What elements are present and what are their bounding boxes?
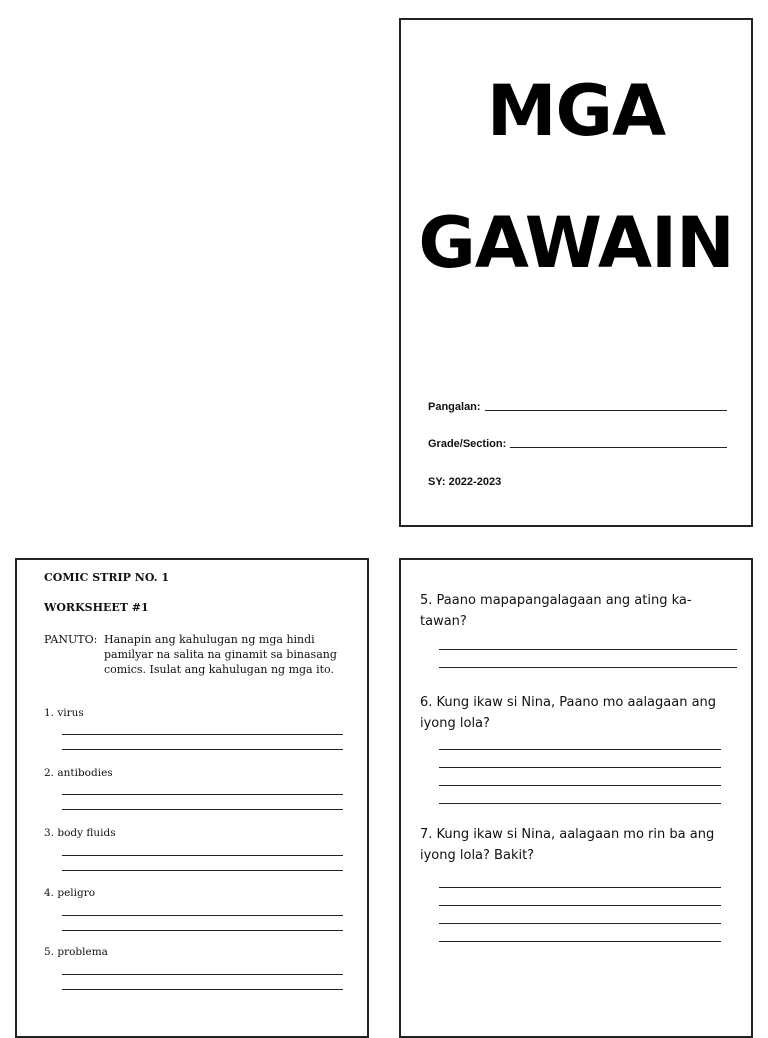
answer-lines[interactable] (439, 870, 721, 942)
vocab-item: 4. peligro (44, 887, 96, 899)
instructions (44, 632, 354, 677)
cover-title-line1: MGA (486, 70, 666, 152)
answer-lines[interactable] (62, 901, 343, 931)
comic-strip-heading: COMIC STRIP NO. 1 (44, 571, 170, 584)
instructions-label: PANUTO: (44, 633, 98, 646)
instructions-text: Hanapin ang kahulugan ng mga hindi pamilyar na salita na ginamit sa binasang comics. Isulat ang kahulugan ng mga ito. (104, 633, 337, 676)
name-blank-line (485, 409, 727, 411)
worksheet-heading: WORKSHEET #1 (44, 601, 149, 614)
school-year-label: SY: 2022-2023 (428, 476, 502, 488)
answer-lines[interactable] (439, 732, 721, 804)
vocab-item: 3. body fluids (44, 827, 116, 839)
grade-section-label: Grade/Section: (428, 438, 507, 450)
answer-lines[interactable] (439, 632, 737, 668)
answer-lines[interactable] (62, 720, 343, 750)
name-field[interactable] (428, 401, 727, 413)
question-item: 7. Kung ikaw si Nina, aalagaan mo rin ba ang iyong lola? Bakit? (420, 827, 715, 863)
worksheet-page (15, 558, 369, 1038)
vocab-item: 1. virus (44, 707, 84, 719)
name-label: Pangalan: (428, 401, 481, 413)
questions-page (399, 558, 753, 1038)
vocab-item: 2. antibodies (44, 767, 113, 779)
answer-lines[interactable] (62, 960, 343, 990)
answer-lines[interactable] (62, 780, 343, 810)
cover-title-line2: GAWAIN (418, 202, 734, 284)
answer-lines[interactable] (62, 841, 343, 871)
grade-section-blank-line (510, 446, 727, 448)
question-item: 5. Paano mapapangalagaan ang ating ka- tawan? (420, 593, 692, 629)
school-year (428, 476, 727, 488)
cover-page (399, 18, 753, 527)
grade-section-field[interactable] (428, 438, 727, 450)
vocab-item: 5. problema (44, 946, 108, 958)
question-item: 6. Kung ikaw si Nina, Paano mo aalagaan ang iyong lola? (420, 695, 717, 731)
